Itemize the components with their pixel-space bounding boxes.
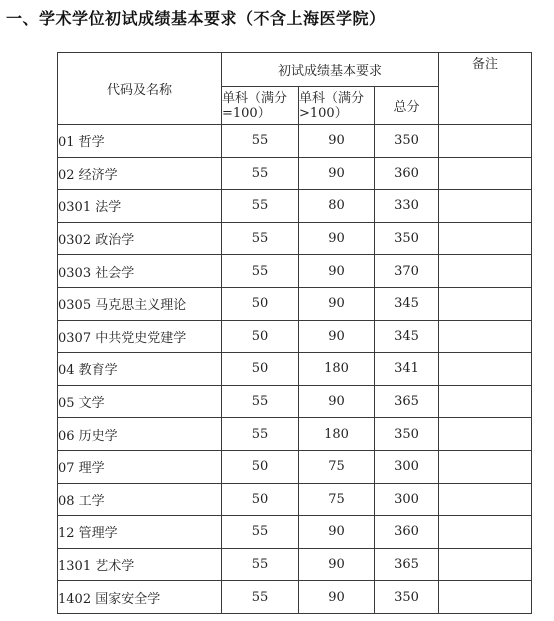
column-group-header: 初试成绩基本要求 — [222, 53, 439, 87]
discipline-name: 12 管理学 — [58, 516, 222, 549]
note-cell — [439, 385, 532, 418]
note-cell — [439, 418, 532, 451]
column-header-name: 代码及名称 — [58, 53, 222, 125]
note-cell — [439, 483, 532, 516]
discipline-name: 01 哲学 — [58, 125, 222, 158]
table-header-row — [58, 53, 532, 87]
note-cell — [439, 353, 532, 386]
score-total: 365 — [375, 385, 439, 418]
score-single-100: 55 — [222, 548, 299, 581]
table-row — [58, 516, 532, 549]
table-row — [58, 353, 532, 386]
table-row — [58, 548, 532, 581]
table-row — [58, 222, 532, 255]
score-total: 370 — [375, 255, 439, 288]
table-row — [58, 125, 532, 158]
section-heading: 一、学术学位初试成绩基本要求（不含上海医学院） — [6, 9, 386, 28]
note-cell — [439, 190, 532, 223]
note-cell — [439, 581, 532, 614]
score-single-gt100: 90 — [299, 385, 375, 418]
table-row — [58, 483, 532, 516]
column-header-single-gt100: 单科（满分>100） — [299, 87, 375, 125]
table-row — [58, 450, 532, 483]
score-single-100: 50 — [222, 287, 299, 320]
discipline-name: 0301 法学 — [58, 190, 222, 223]
score-single-100: 50 — [222, 320, 299, 353]
note-cell — [439, 287, 532, 320]
score-single-100: 50 — [222, 483, 299, 516]
discipline-name: 0302 政治学 — [58, 222, 222, 255]
table-row — [58, 385, 532, 418]
note-cell — [439, 548, 532, 581]
score-single-gt100: 90 — [299, 255, 375, 288]
score-single-100: 55 — [222, 125, 299, 158]
table-row — [58, 418, 532, 451]
note-cell — [439, 125, 532, 158]
score-single-100: 50 — [222, 353, 299, 386]
discipline-name: 02 经济学 — [58, 157, 222, 190]
score-single-gt100: 75 — [299, 450, 375, 483]
score-single-gt100: 90 — [299, 125, 375, 158]
table-row — [58, 157, 532, 190]
score-single-100: 55 — [222, 255, 299, 288]
table-row — [58, 581, 532, 614]
note-cell — [439, 320, 532, 353]
column-header-note: 备注 — [439, 53, 532, 125]
score-total: 360 — [375, 516, 439, 549]
table-row — [58, 287, 532, 320]
score-single-gt100: 90 — [299, 157, 375, 190]
score-single-gt100: 80 — [299, 190, 375, 223]
score-total: 350 — [375, 125, 439, 158]
note-cell — [439, 450, 532, 483]
discipline-name: 0303 社会学 — [58, 255, 222, 288]
score-single-100: 55 — [222, 222, 299, 255]
score-single-gt100: 90 — [299, 548, 375, 581]
discipline-name: 08 工学 — [58, 483, 222, 516]
discipline-name: 05 文学 — [58, 385, 222, 418]
table-row — [58, 255, 532, 288]
column-header-single-100: 单科（满分=100） — [222, 87, 299, 125]
score-single-gt100: 90 — [299, 222, 375, 255]
score-requirements-table — [57, 52, 532, 614]
score-total: 345 — [375, 287, 439, 320]
score-total: 345 — [375, 320, 439, 353]
score-total: 350 — [375, 222, 439, 255]
discipline-name: 07 理学 — [58, 450, 222, 483]
score-total: 365 — [375, 548, 439, 581]
column-header-total: 总分 — [375, 87, 439, 125]
score-single-gt100: 75 — [299, 483, 375, 516]
score-single-gt100: 90 — [299, 320, 375, 353]
score-total: 330 — [375, 190, 439, 223]
score-single-100: 50 — [222, 450, 299, 483]
score-total: 300 — [375, 483, 439, 516]
score-single-gt100: 90 — [299, 287, 375, 320]
score-single-100: 55 — [222, 190, 299, 223]
score-total: 350 — [375, 418, 439, 451]
note-cell — [439, 255, 532, 288]
note-cell — [439, 222, 532, 255]
note-cell — [439, 516, 532, 549]
score-single-100: 55 — [222, 516, 299, 549]
score-single-100: 55 — [222, 581, 299, 614]
table-row — [58, 190, 532, 223]
score-total: 360 — [375, 157, 439, 190]
score-single-gt100: 180 — [299, 418, 375, 451]
score-single-100: 55 — [222, 418, 299, 451]
discipline-name: 04 教育学 — [58, 353, 222, 386]
discipline-name: 1301 艺术学 — [58, 548, 222, 581]
note-cell — [439, 157, 532, 190]
table-row — [58, 320, 532, 353]
score-single-gt100: 180 — [299, 353, 375, 386]
discipline-name: 0307 中共党史党建学 — [58, 320, 222, 353]
discipline-name: 06 历史学 — [58, 418, 222, 451]
discipline-name: 1402 国家安全学 — [58, 581, 222, 614]
score-single-gt100: 90 — [299, 581, 375, 614]
score-single-100: 55 — [222, 385, 299, 418]
score-total: 300 — [375, 450, 439, 483]
score-total: 341 — [375, 353, 439, 386]
score-total: 350 — [375, 581, 439, 614]
discipline-name: 0305 马克思主义理论 — [58, 287, 222, 320]
score-single-100: 55 — [222, 157, 299, 190]
score-single-gt100: 90 — [299, 516, 375, 549]
